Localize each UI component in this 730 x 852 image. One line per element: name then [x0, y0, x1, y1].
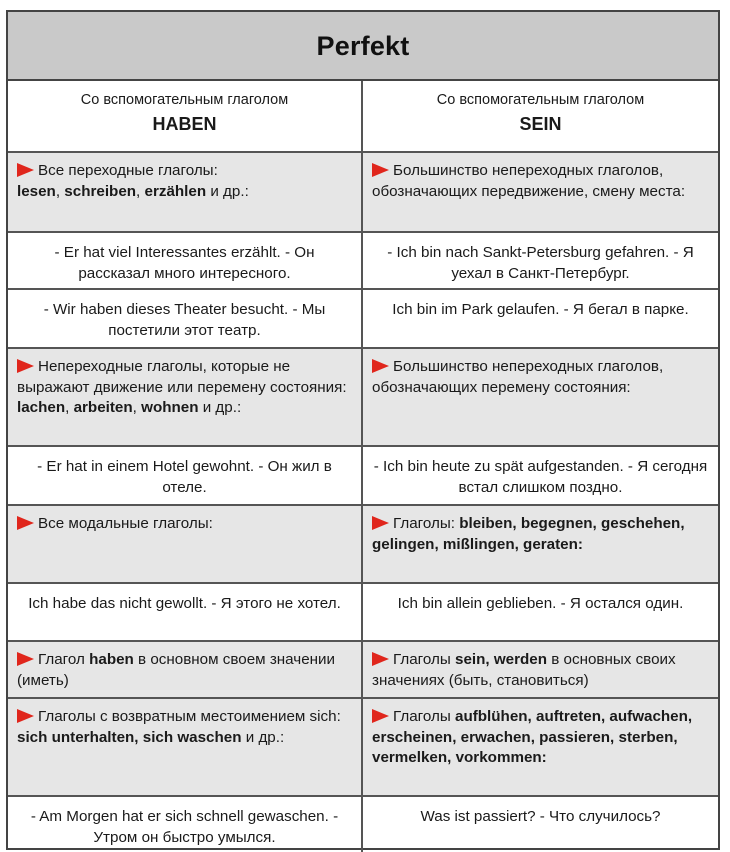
table-row [8, 233, 718, 290]
table-row [8, 290, 718, 349]
rule-text: Глаголы с возвратным местоимением sich: [38, 708, 341, 725]
verb: arbeiten [73, 399, 133, 416]
title-row [8, 12, 718, 81]
example-sein: Ich bin allein geblieben. - Я остался один. [397, 595, 684, 612]
example-sein: Ich bin im Park gelaufen. - Я бегал в парке. [392, 301, 689, 318]
red-flag-icon [372, 652, 389, 666]
separator: , [132, 399, 142, 416]
rule-text: Большинство непереходных глаголов, обозначающих передвижение, смену места: [372, 162, 686, 200]
rule-haben-reflexive [8, 699, 363, 795]
example-haben: - Wir haben dieses Theater besucht. - Мы постетили этот театр. [8, 290, 363, 347]
rule-text: в основном своем значении (иметь) [17, 651, 335, 689]
verb-list: sich unterhalten, sich waschen [17, 728, 242, 746]
header-sein-main: SEIN [519, 113, 562, 134]
header-haben-sub: Со вспомогательным глаголом [80, 92, 289, 108]
table-row [8, 349, 718, 447]
table-row [8, 642, 718, 699]
verb: schreiben [64, 182, 137, 200]
separator: , [136, 182, 145, 200]
rule-text: Все модальные глаголы: [38, 515, 213, 532]
rule-text: Непереходные глаголы, которые не выражают движение или перемену состояния: [17, 358, 347, 396]
rule-text: Глаголы [393, 651, 455, 668]
verb: erzählen [144, 182, 207, 200]
rule-text: Глагол [38, 651, 90, 668]
example-sein: - Ich bin nach Sankt-Petersburg gefahren. - Я уехал в Санкт-Петербург. [387, 244, 694, 282]
rule-sein-main-meaning [363, 642, 718, 697]
header-haben-main: HABEN [152, 113, 217, 134]
rule-sein-verbs [363, 506, 718, 582]
rule-text: Все переходные глаголы: [38, 162, 218, 179]
table-row [8, 699, 718, 797]
red-flag-icon [17, 516, 34, 530]
verb: lesen [17, 182, 56, 200]
rule-sein-state-change [363, 349, 718, 445]
table-row [8, 153, 718, 233]
header-sein [363, 81, 718, 151]
red-flag-icon [372, 359, 389, 373]
separator: , [65, 399, 74, 416]
example-haben: Ich habe das nicht gewollt. - Я этого не хотел. [8, 584, 363, 640]
rule-haben-modal [8, 506, 363, 582]
red-flag-icon [17, 359, 34, 373]
separator: , [55, 182, 65, 200]
header-row [8, 81, 718, 153]
rule-text: Глаголы [393, 708, 455, 725]
rule-text: и др.: [241, 728, 285, 746]
table-title: Perfekt [316, 31, 410, 61]
rule-text: и др.: [206, 182, 249, 200]
rule-text: в основных своих значениях (быть, становиться) [372, 651, 676, 689]
rule-sein-verb-list [363, 699, 718, 795]
table-row [8, 506, 718, 584]
verb: haben [89, 651, 134, 668]
verb: lachen [17, 399, 66, 416]
red-flag-icon [17, 652, 34, 666]
rule-haben-transitive [8, 153, 363, 231]
table-row [8, 447, 718, 506]
header-haben [8, 81, 363, 151]
rule-haben-intransitive [8, 349, 363, 445]
red-flag-icon [17, 709, 34, 723]
red-flag-icon [17, 163, 34, 177]
perfekt-table [6, 10, 720, 850]
verb-list: bleiben, begegnen, geschehen, gelingen, mißlingen, geraten: [372, 515, 685, 553]
verb: wohnen [141, 399, 199, 416]
example-haben: - Er hat in einem Hotel gewohnt. - Он жил в отеле. [8, 447, 363, 504]
example-haben: - Er hat viel Interessantes erzählt. - Он рассказал много интересного. [8, 233, 363, 288]
table-row [8, 584, 718, 642]
verb-list: aufblühen, auftreten, aufwachen, erscheinen, erwachen, passieren, sterben, vermelken, vorkommen: [372, 708, 693, 766]
rule-text: Большинство непереходных глаголов, обозначающих перемену состояния: [372, 358, 664, 396]
example-sein: Was ist passiert? - Что случилось? [420, 808, 661, 825]
verb: sein, werden [455, 651, 548, 668]
header-sein-sub: Со вспомогательным глаголом [436, 92, 645, 108]
red-flag-icon [372, 516, 389, 530]
rule-text: Глаголы: [393, 515, 460, 532]
rule-sein-movement [363, 153, 718, 231]
example-sein: - Ich bin heute zu spät aufgestanden. - Я сегодня встал слишком поздно. [373, 458, 708, 496]
red-flag-icon [372, 709, 389, 723]
example-haben: - Am Morgen hat er sich schnell gewaschen. - Утром он быстро умылся. [8, 797, 363, 852]
rule-text: и др.: [198, 399, 242, 416]
red-flag-icon [372, 163, 389, 177]
table-row [8, 797, 718, 852]
rule-haben-main-meaning [8, 642, 363, 697]
